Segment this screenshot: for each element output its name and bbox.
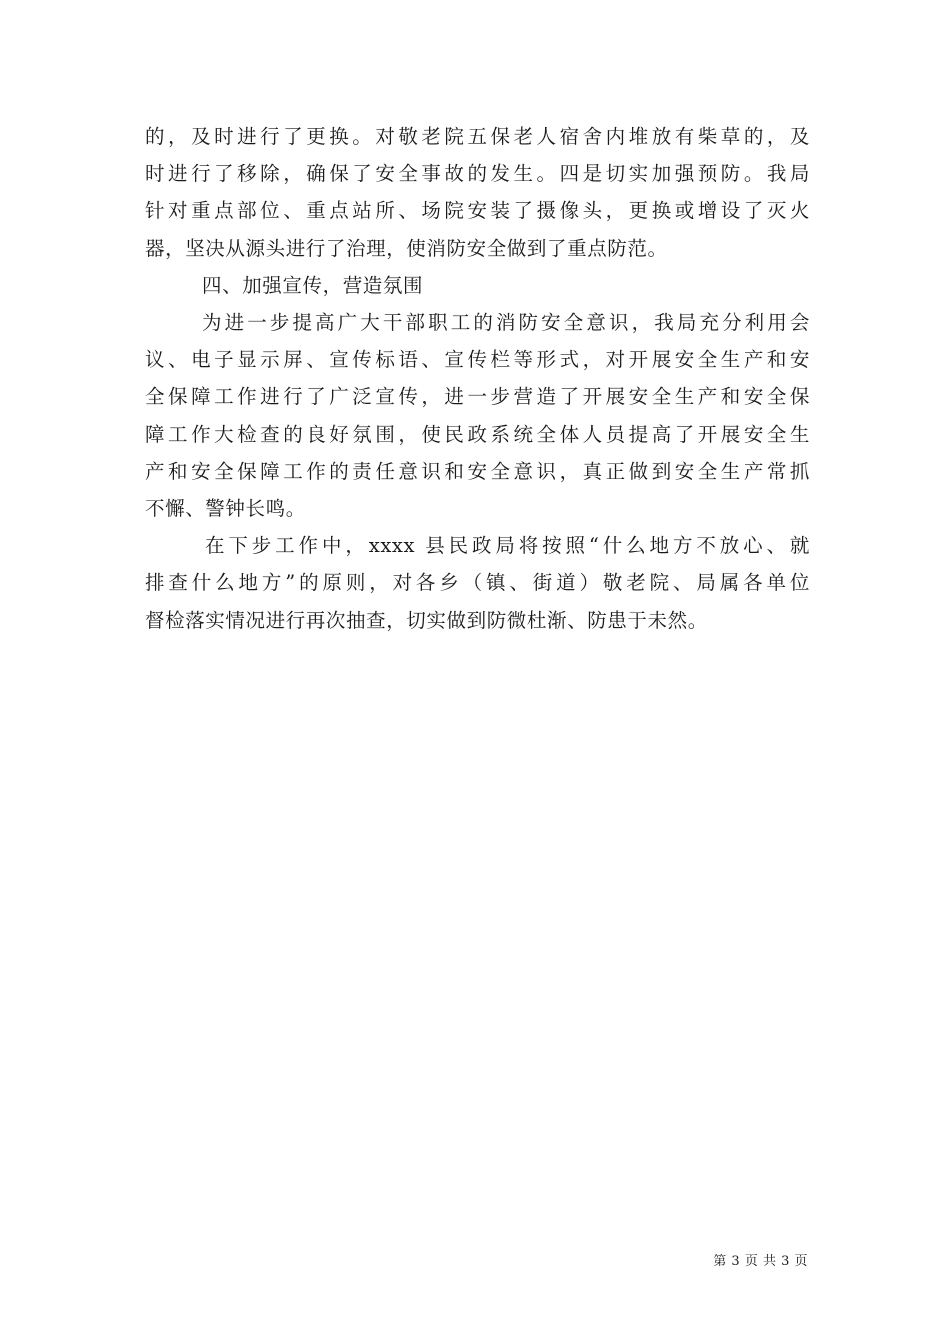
paragraph-line: 全保障工作进行了广泛宣传，进一步营造了开展安全生产和安全保 bbox=[145, 385, 810, 409]
paragraph-next-steps bbox=[145, 527, 810, 639]
section-heading: 四、加强宣传，营造氛围 bbox=[202, 273, 424, 297]
paragraph-publicity bbox=[145, 304, 810, 527]
section-heading-publicity bbox=[145, 267, 810, 304]
paragraph-line: 产和安全保障工作的责任意识和安全意识，真正做到安全生产常抓 bbox=[145, 459, 810, 483]
paragraph-line: 排查什么地方”的原则，对各乡（镇、街道）敬老院、局属各单位 bbox=[145, 571, 810, 595]
paragraph-prevention bbox=[145, 118, 810, 267]
paragraph-line: 的，及时进行了更换。对敬老院五保老人宿舍内堆放有柴草的，及 bbox=[145, 125, 810, 148]
paragraph-line: 在下步工作中，xxxx 县民政局将按照“什么地方不放心、就 bbox=[205, 534, 810, 558]
paragraph-line: 时进行了移除，确保了安全事故的发生。四是切实加强预防。我局 bbox=[145, 162, 810, 186]
paragraph-line: 不懈、警钟长鸣。 bbox=[145, 497, 306, 521]
paragraph-line: 器，坚决从源头进行了治理，使消防安全做到了重点防范。 bbox=[145, 236, 668, 260]
paragraph-line: 障工作大检查的良好氛围，使民政系统全体人员提高了开展安全生 bbox=[145, 422, 810, 446]
paragraph-line: 议、电子显示屏、宣传标语、宣传栏等形式，对开展安全生产和安 bbox=[145, 348, 810, 372]
paragraph-line: 督检落实情况进行再次抽查，切实做到防微杜渐、防患于未然。 bbox=[145, 608, 708, 632]
page-number-footer: 第 3 页 共 3 页 bbox=[713, 1254, 808, 1269]
paragraph-line: 为进一步提高广大干部职工的消防安全意识，我局充分利用会 bbox=[202, 311, 810, 335]
paragraph-line: 针对重点部位、重点站所、场院安装了摄像头，更换或增设了灭火 bbox=[145, 199, 810, 223]
document-body bbox=[145, 118, 810, 639]
